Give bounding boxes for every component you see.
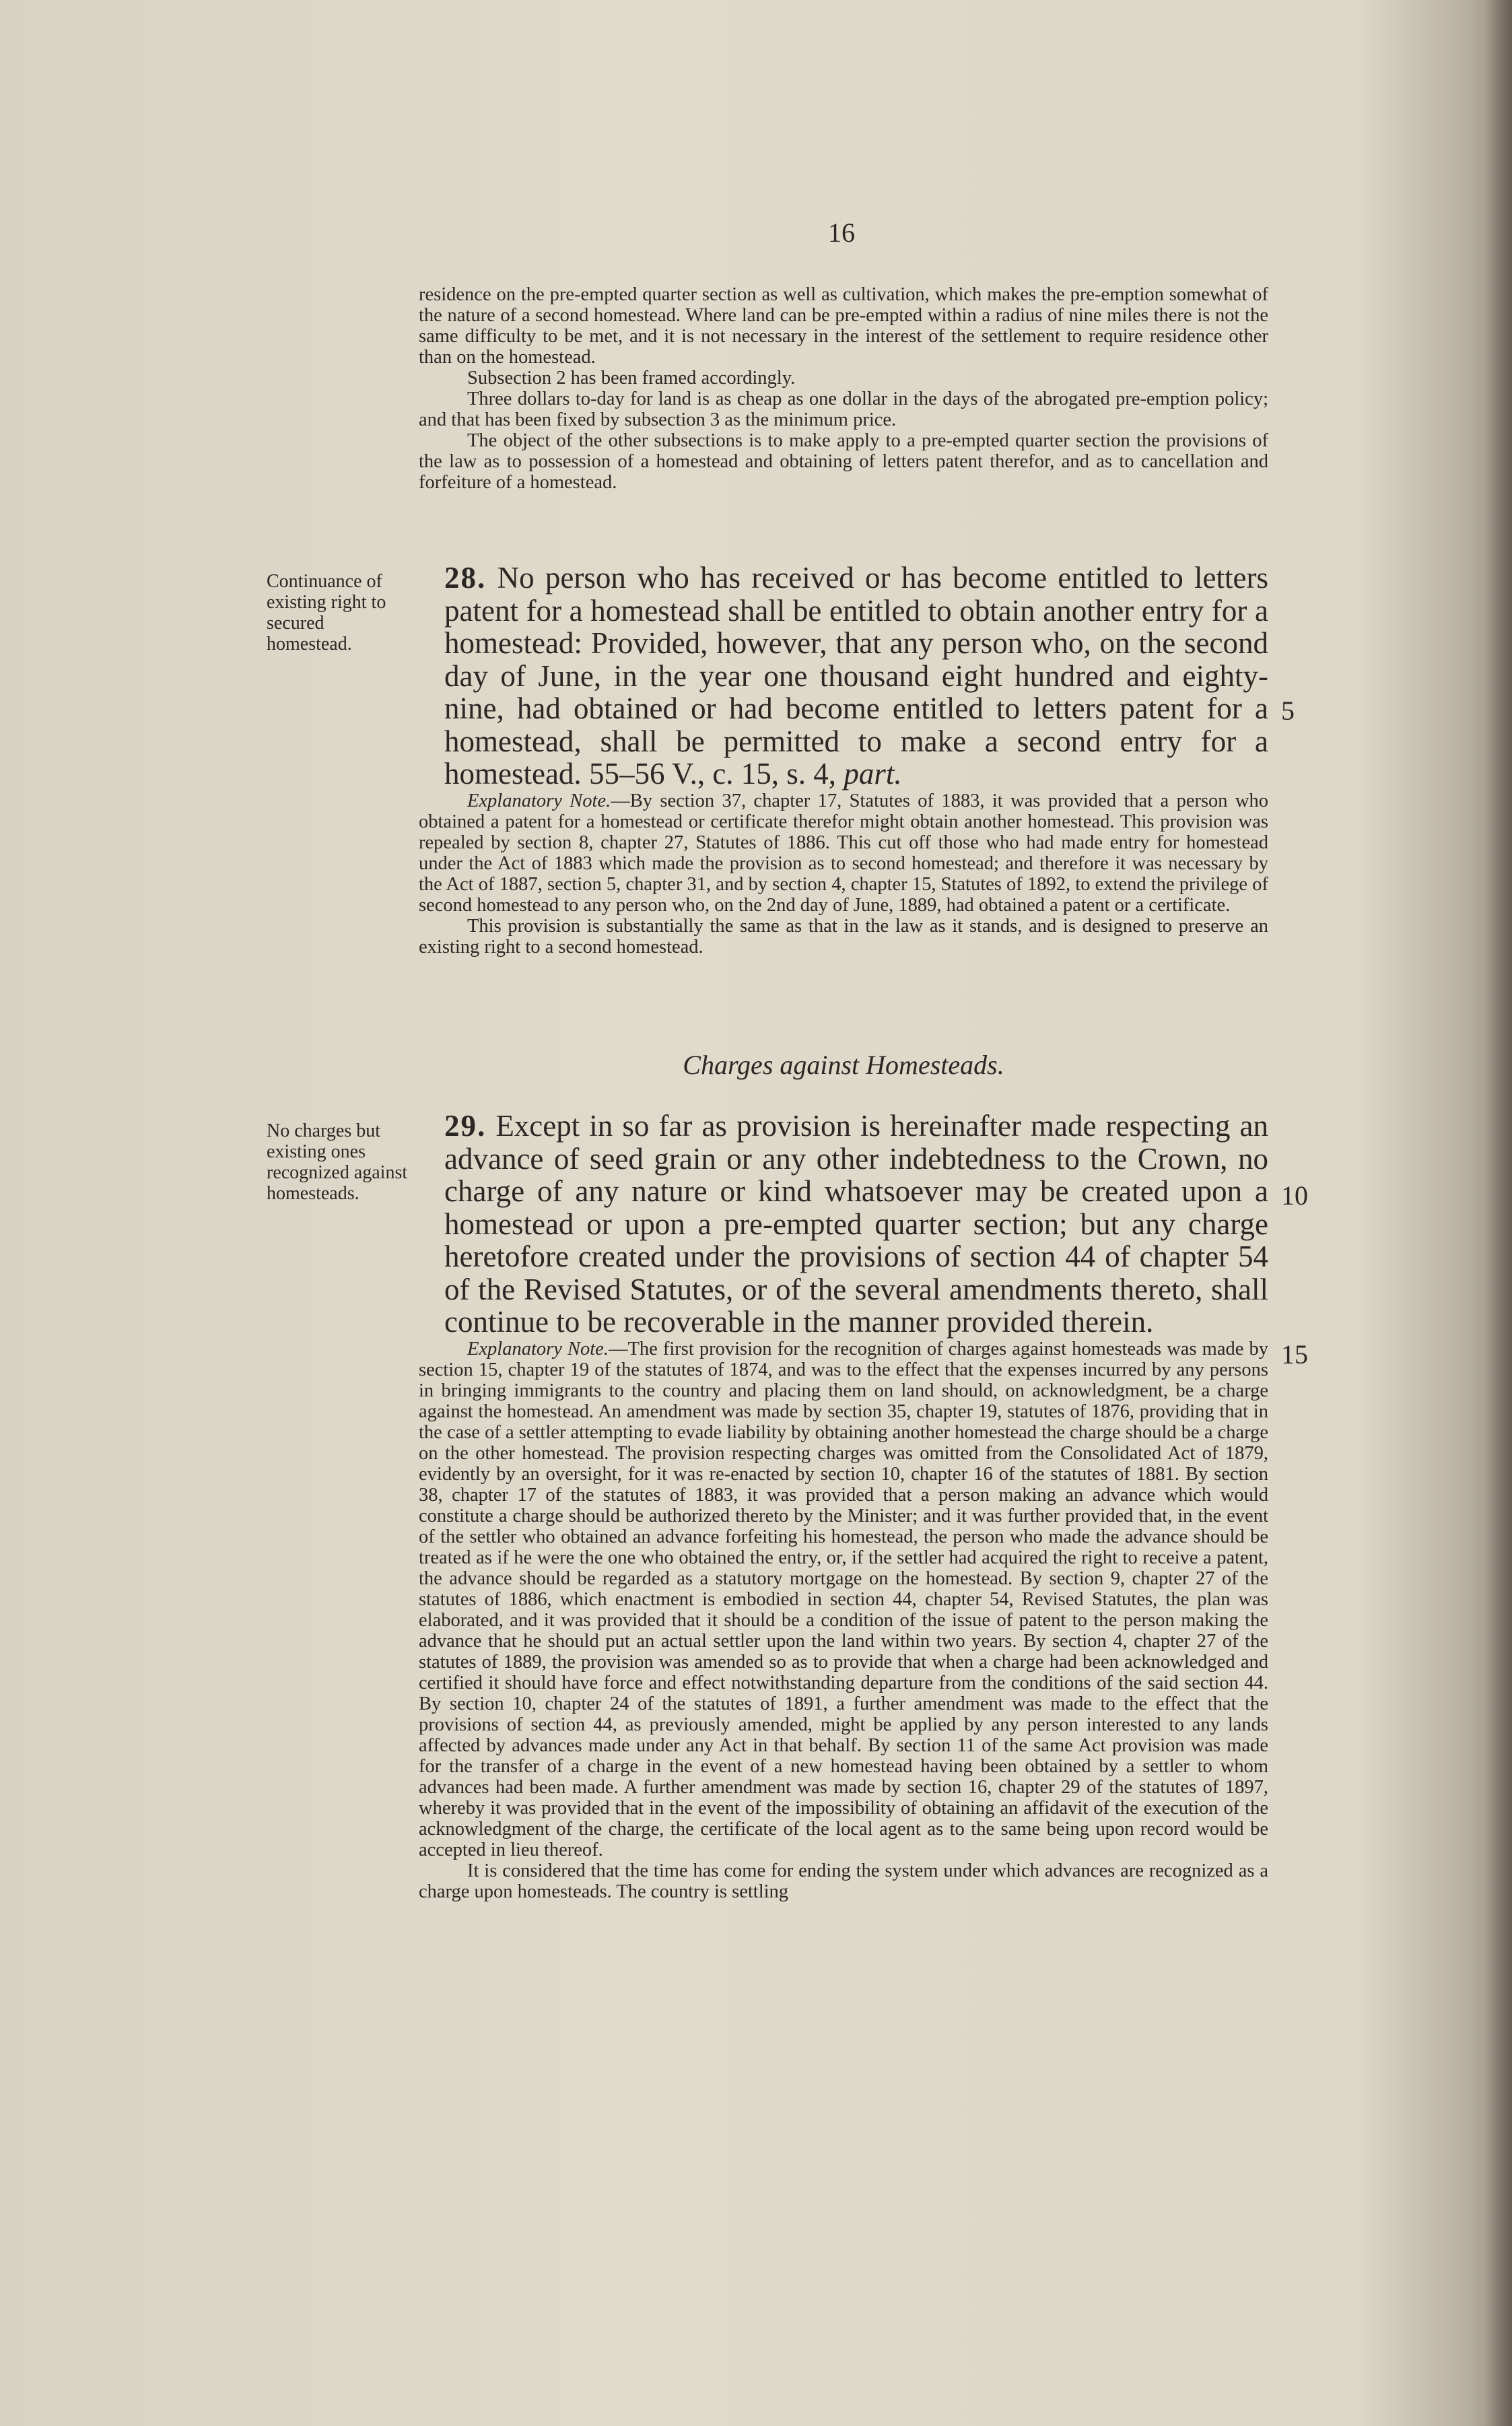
section-29-number: 29.: [444, 1109, 487, 1143]
section-28-explanatory-note: [419, 790, 1268, 916]
line-number-5: 5: [1281, 696, 1295, 726]
section-28-body: No person who has received or has become entitled to letters patent for a homestead shall be entitled to obtain another entry for a homestead: Provided, however, that any person who, on the second day of June, in the year one thousand eight hundred and eighty-nine, had obtained or had become entitled to letters patent for a homestead, shall be permitted to make a second entry for a homestead.: [444, 561, 1268, 790]
section-28-text: [419, 562, 1268, 790]
section-29-explanatory-note: [419, 1339, 1268, 1860]
section-29-text: [419, 1110, 1268, 1339]
section-28: [419, 562, 1268, 957]
intro-paragraph-1: residence on the pre-empted quarter section as well as cultivation, which makes the pre-emption somewhat of the nature of a second homestead. Where land can be pre-empted within a radius of nine miles there is not the same difficulty to be met, and it is not necessary in the interest of the settlement to require residence other than on the homestead.: [419, 284, 1268, 368]
intro-paragraph-4: The object of the other subsections is to make apply to a pre-empted quarter section the provisions of the law as to possession of a homestead and obtaining of letters patent therefor, and as to cancellation and forfeiture of a homestead.: [419, 430, 1268, 493]
section-28-number: 28.: [444, 561, 487, 595]
section-29-body: Except in so far as provision is hereinafter made respecting an advance of seed grain or any other indebtedness to the Crown, no charge of any nature or kind whatsoever may be created upon a homestead or upon a pre-empted quarter section; but any charge heretofore created under the provisions of section 44 of chapter 54 of the Revised Statutes, or of the several amendments thereto, shall continue to be recoverable in the manner provided therein.: [444, 1109, 1268, 1339]
section-28-note-text: —By section 37, chapter 17, Statutes of 1883, it was provided that a person who obtained a patent for a homestead or certificate therefor might obtain another homestead. This provision was repealed by section 8, chapter 27, Statutes of 1886. This cut off those who had made entry for homestead under the Act of 1883 which made the provision as to second homestead; and therefore it was necessary by the Act of 1887, section 5, chapter 31, and by section 4, chapter 15, Statutes of 1892, to extend the privilege of second homestead to any person who, on the 2nd day of June, 1889, had obtained a patent or a certificate.: [419, 790, 1269, 916]
line-number-10: 10: [1281, 1180, 1308, 1211]
section-28-citation: 55–56 V., c. 15, s. 4,: [588, 757, 837, 790]
page-number: 16: [828, 217, 855, 248]
section-29-note-text: —The first provision for the recognition of charges against homesteads was made by section 15, chapter 19 of the statutes of 1874, and was to the effect that the expenses incurred by any persons in bringing immigrants to the country and placing them on land should, on acknowledgment, be a charge against the homestead. An amendment was made by section 35, chapter 19, statutes of 1876, providing that in the case of a settler attempting to evade liability by obtaining another homestead the charge should be a charge on the other homestead. The provision respecting charges was omitted from the Consolidated Act of 1879, evidently by an oversight, for it was re-enacted by section 10, chapter 16 of the statutes of 1881. By section 38, chapter 17 of the statutes of 1883, it was provided that a person making an advance which would constitute a charge should be authorized thereto by the Minister; and it was further provided that, in the event of the settler who obtained an advance forfeiting his homestead, the person who made the advance should be treated as if he were the one who obtained the entry, or, if the settler had acquired the right to receive a patent, the advance should be regarded as a statutory mortgage on the homestead. By section 9, chapter 27 of the statutes of 1886, which enactment is embodied in section 44, chapter 54, Revised Statutes, the plan was elaborated, and it was provided that it should be a condition of the issue of patent to the person making the advance that he should put an actual settler upon the land within two years. By section 4, chapter 27 of the statutes of 1889, the provision was amended so as to provide that when a charge had been acknowledged and certified it should have force and effect notwithstanding departure from the conditions of the said section 44. By section 10, chapter 24 of the statutes of 1891, a further amendment was made to the effect that the provisions of section 44, as previously amended, might be applied by any person interested to any lands affected by advances made under any Act in that behalf. By section 11 of the same Act provision was made for the transfer of a charge in the event of a new homestead having been obtained by a settler to whom advances had been made. A further amendment was made by section 16, chapter 29 of the statutes of 1897, whereby it was provided that in the event of the impossibility of obtaining an affidavit of the execution of the acknowledgment of the charge, the certificate of the local agent as to the same being upon record would be accepted in lieu thereof.: [419, 1338, 1269, 1860]
intro-paragraph-2: Subsection 2 has been framed accordingly.: [467, 368, 796, 389]
section-heading: Charges against Homesteads.: [683, 1050, 1004, 1080]
page-edge-shadow: [1485, 0, 1512, 2426]
section-29: [419, 1110, 1268, 1902]
section-29-note-2: It is considered that the time has come for ending the system under which advances are recognized as a charge upon homesteads. The country is settling: [419, 1860, 1268, 1902]
line-number-15: 15: [1281, 1339, 1308, 1370]
section-29-note-label: Explanatory Note.: [467, 1338, 609, 1359]
section-28-note-2: This provision is substantially the same as that in the law as it stands, and is designed to preserve an existing right to a second homestead.: [419, 915, 1268, 957]
margin-note-section-29: No charges but existing ones recognized against homesteads.: [267, 1120, 408, 1204]
intro-continuation: [419, 284, 1268, 493]
margin-note-section-28: Continuance of existing right to secured homestead.: [267, 571, 386, 654]
section-28-note-label: Explanatory Note.: [467, 790, 611, 811]
section-28-citation-part: part.: [844, 757, 902, 790]
intro-paragraph-3: Three dollars to-day for land is as cheap as one dollar in the days of the abrogated pre-emption policy; and that has been fixed by subsection 3 as the minimum price.: [419, 389, 1268, 430]
